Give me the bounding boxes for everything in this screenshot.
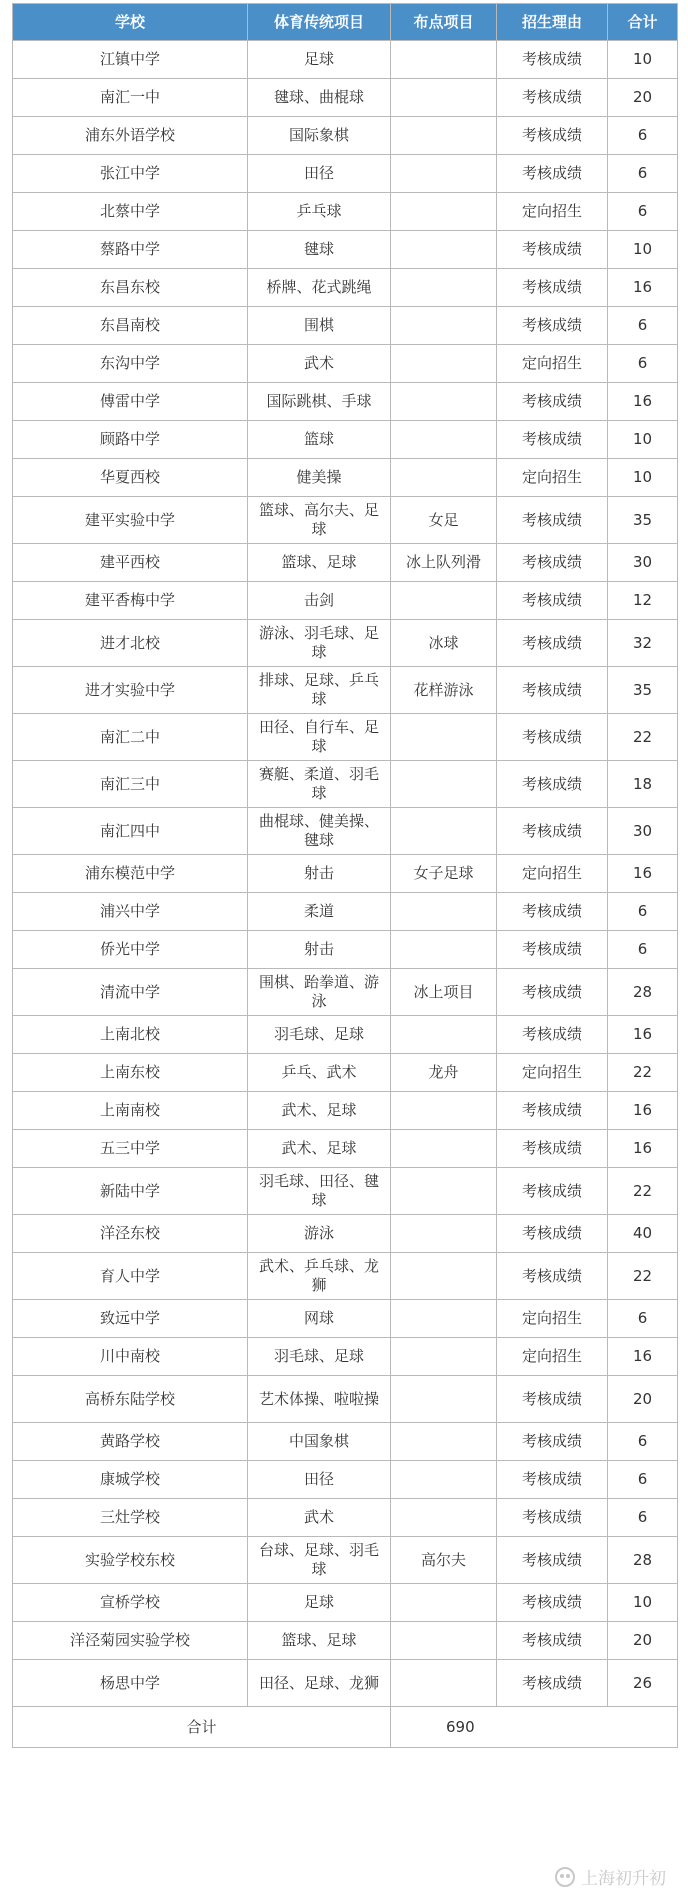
cell-site-project	[391, 1461, 497, 1499]
cell-site-project	[391, 307, 497, 345]
cell-school: 建平西校	[13, 544, 248, 582]
total-value: 690	[391, 1707, 678, 1748]
cell-traditional-sports: 武术	[248, 1499, 391, 1537]
cell-enrollment-reason: 定向招生	[497, 1054, 608, 1092]
cell-school: 江镇中学	[13, 41, 248, 79]
cell-enrollment-reason: 考核成绩	[497, 1215, 608, 1253]
cell-site-project	[391, 1092, 497, 1130]
cell-enrollment-reason: 考核成绩	[497, 1016, 608, 1054]
cell-total: 16	[608, 855, 678, 893]
cell-enrollment-reason: 定向招生	[497, 345, 608, 383]
cell-traditional-sports: 羽毛球、足球	[248, 1016, 391, 1054]
cell-enrollment-reason: 考核成绩	[497, 620, 608, 667]
cell-traditional-sports: 排球、足球、乒乓球	[248, 667, 391, 714]
cell-site-project	[391, 1300, 497, 1338]
table-row	[13, 497, 678, 544]
table-row	[13, 1054, 678, 1092]
cell-school: 浦兴中学	[13, 893, 248, 931]
cell-enrollment-reason: 定向招生	[497, 459, 608, 497]
cell-site-project	[391, 117, 497, 155]
watermark-text: 上海初升初	[581, 1869, 666, 1889]
table-row	[13, 41, 678, 79]
table-row	[13, 855, 678, 893]
cell-total: 16	[608, 1092, 678, 1130]
cell-traditional-sports: 武术、足球	[248, 1092, 391, 1130]
cell-total: 10	[608, 231, 678, 269]
cell-school: 东沟中学	[13, 345, 248, 383]
cell-traditional-sports: 曲棍球、健美操、毽球	[248, 808, 391, 855]
cell-traditional-sports: 田径	[248, 1461, 391, 1499]
cell-school: 高桥东陆学校	[13, 1376, 248, 1423]
cell-site-project	[391, 1338, 497, 1376]
cell-enrollment-reason: 定向招生	[497, 193, 608, 231]
cell-enrollment-reason: 考核成绩	[497, 667, 608, 714]
cell-school: 南汇四中	[13, 808, 248, 855]
cell-total: 22	[608, 1054, 678, 1092]
table-row	[13, 1376, 678, 1423]
table-row	[13, 1461, 678, 1499]
cell-total: 22	[608, 714, 678, 761]
cell-school: 南汇二中	[13, 714, 248, 761]
cell-enrollment-reason: 考核成绩	[497, 582, 608, 620]
cell-enrollment-reason: 考核成绩	[497, 497, 608, 544]
cell-total: 6	[608, 117, 678, 155]
table-row	[13, 1130, 678, 1168]
cell-traditional-sports: 武术	[248, 345, 391, 383]
cell-enrollment-reason: 考核成绩	[497, 893, 608, 931]
header-school: 学校	[13, 4, 248, 41]
cell-enrollment-reason: 考核成绩	[497, 969, 608, 1016]
cell-total: 26	[608, 1660, 678, 1707]
table-row	[13, 1300, 678, 1338]
cell-school: 新陆中学	[13, 1168, 248, 1215]
cell-enrollment-reason: 考核成绩	[497, 41, 608, 79]
cell-school: 建平香梅中学	[13, 582, 248, 620]
cell-enrollment-reason: 考核成绩	[497, 383, 608, 421]
cell-total: 16	[608, 269, 678, 307]
cell-site-project	[391, 714, 497, 761]
cell-total: 6	[608, 1423, 678, 1461]
cell-site-project	[391, 1584, 497, 1622]
cell-total: 6	[608, 307, 678, 345]
cell-school: 侨光中学	[13, 931, 248, 969]
cell-enrollment-reason: 定向招生	[497, 855, 608, 893]
table-row	[13, 808, 678, 855]
table-row	[13, 544, 678, 582]
cell-traditional-sports: 射击	[248, 855, 391, 893]
cell-school: 张江中学	[13, 155, 248, 193]
cell-school: 宣桥学校	[13, 1584, 248, 1622]
cell-traditional-sports: 射击	[248, 931, 391, 969]
header-total: 合计	[608, 4, 678, 41]
cell-enrollment-reason: 考核成绩	[497, 421, 608, 459]
cell-total: 6	[608, 893, 678, 931]
cell-school: 东昌东校	[13, 269, 248, 307]
cell-school: 顾路中学	[13, 421, 248, 459]
cell-enrollment-reason: 考核成绩	[497, 269, 608, 307]
cell-total: 6	[608, 1300, 678, 1338]
cell-enrollment-reason: 考核成绩	[497, 117, 608, 155]
cell-site-project	[391, 231, 497, 269]
cell-enrollment-reason: 考核成绩	[497, 931, 608, 969]
cell-site-project	[391, 421, 497, 459]
cell-site-project: 高尔夫	[391, 1537, 497, 1584]
cell-enrollment-reason: 考核成绩	[497, 1376, 608, 1423]
cell-traditional-sports: 篮球	[248, 421, 391, 459]
cell-site-project: 冰上队列滑	[391, 544, 497, 582]
cell-traditional-sports: 网球	[248, 1300, 391, 1338]
table-row	[13, 459, 678, 497]
table-row	[13, 1537, 678, 1584]
cell-traditional-sports: 篮球、高尔夫、足球	[248, 497, 391, 544]
table-row	[13, 1423, 678, 1461]
table-row	[13, 269, 678, 307]
cell-traditional-sports: 国际跳棋、手球	[248, 383, 391, 421]
table-row	[13, 714, 678, 761]
cell-total: 35	[608, 667, 678, 714]
cell-traditional-sports: 游泳	[248, 1215, 391, 1253]
cell-school: 康城学校	[13, 1461, 248, 1499]
cell-traditional-sports: 国际象棋	[248, 117, 391, 155]
table-row	[13, 1215, 678, 1253]
cell-enrollment-reason: 考核成绩	[497, 1168, 608, 1215]
cell-school: 上南东校	[13, 1054, 248, 1092]
cell-total: 20	[608, 1622, 678, 1660]
table-row	[13, 1622, 678, 1660]
cell-traditional-sports: 赛艇、柔道、羽毛球	[248, 761, 391, 808]
cell-site-project	[391, 345, 497, 383]
cell-school: 洋泾菊园实验学校	[13, 1622, 248, 1660]
cell-traditional-sports: 武术、乒乓球、龙狮	[248, 1253, 391, 1300]
table-row	[13, 620, 678, 667]
table-row	[13, 117, 678, 155]
cell-site-project	[391, 1499, 497, 1537]
cell-site-project: 龙舟	[391, 1054, 497, 1092]
cell-enrollment-reason: 考核成绩	[497, 1092, 608, 1130]
cell-total: 16	[608, 1130, 678, 1168]
cell-total: 30	[608, 808, 678, 855]
cell-traditional-sports: 田径	[248, 155, 391, 193]
table-row	[13, 1338, 678, 1376]
table-row	[13, 1660, 678, 1707]
cell-school: 进才实验中学	[13, 667, 248, 714]
table-row	[13, 421, 678, 459]
cell-site-project	[391, 459, 497, 497]
table-row	[13, 1016, 678, 1054]
table-row	[13, 1253, 678, 1300]
cell-traditional-sports: 田径、自行车、足球	[248, 714, 391, 761]
cell-enrollment-reason: 考核成绩	[497, 808, 608, 855]
cell-school: 傅雷中学	[13, 383, 248, 421]
cell-traditional-sports: 田径、足球、龙狮	[248, 1660, 391, 1707]
cell-school: 浦东模范中学	[13, 855, 248, 893]
cell-total: 10	[608, 41, 678, 79]
cell-enrollment-reason: 定向招生	[497, 1338, 608, 1376]
cell-traditional-sports: 乒乓球	[248, 193, 391, 231]
cell-total: 22	[608, 1253, 678, 1300]
cell-site-project	[391, 893, 497, 931]
enrollment-table	[12, 3, 678, 1748]
cell-enrollment-reason: 考核成绩	[497, 307, 608, 345]
cell-enrollment-reason: 考核成绩	[497, 761, 608, 808]
cell-school: 洋泾东校	[13, 1215, 248, 1253]
cell-traditional-sports: 围棋、跆拳道、游泳	[248, 969, 391, 1016]
cell-site-project	[391, 1168, 497, 1215]
cell-school: 蔡路中学	[13, 231, 248, 269]
cell-enrollment-reason: 考核成绩	[497, 544, 608, 582]
cell-site-project	[391, 383, 497, 421]
cell-site-project	[391, 1253, 497, 1300]
table-row	[13, 155, 678, 193]
table-row	[13, 1499, 678, 1537]
cell-school: 上南南校	[13, 1092, 248, 1130]
table-row	[13, 893, 678, 931]
table-row	[13, 761, 678, 808]
cell-site-project	[391, 193, 497, 231]
table-body	[13, 41, 678, 1707]
cell-traditional-sports: 毽球	[248, 231, 391, 269]
cell-site-project	[391, 1423, 497, 1461]
table-row	[13, 1092, 678, 1130]
cell-total: 6	[608, 193, 678, 231]
cell-total: 10	[608, 459, 678, 497]
table-row	[13, 931, 678, 969]
cell-site-project	[391, 808, 497, 855]
cell-school: 浦东外语学校	[13, 117, 248, 155]
cell-total: 30	[608, 544, 678, 582]
cell-traditional-sports: 桥牌、花式跳绳	[248, 269, 391, 307]
cell-school: 五三中学	[13, 1130, 248, 1168]
cell-site-project	[391, 761, 497, 808]
cell-school: 南汇三中	[13, 761, 248, 808]
table-row	[13, 667, 678, 714]
cell-enrollment-reason: 考核成绩	[497, 1660, 608, 1707]
cell-school: 黄路学校	[13, 1423, 248, 1461]
header-enrollment-reason: 招生理由	[497, 4, 608, 41]
cell-total: 20	[608, 1376, 678, 1423]
cell-total: 28	[608, 1537, 678, 1584]
cell-school: 育人中学	[13, 1253, 248, 1300]
cell-traditional-sports: 篮球、足球	[248, 1622, 391, 1660]
header-traditional-sports: 体育传统项目	[248, 4, 391, 41]
cell-site-project	[391, 41, 497, 79]
cell-traditional-sports: 艺术体操、啦啦操	[248, 1376, 391, 1423]
header-site-project: 布点项目	[391, 4, 497, 41]
cell-site-project: 女子足球	[391, 855, 497, 893]
cell-total: 6	[608, 1499, 678, 1537]
cell-traditional-sports: 毽球、曲棍球	[248, 79, 391, 117]
cell-traditional-sports: 乒乓、武术	[248, 1054, 391, 1092]
cell-enrollment-reason: 考核成绩	[497, 1499, 608, 1537]
total-label: 合计	[13, 1707, 391, 1748]
cell-traditional-sports: 武术、足球	[248, 1130, 391, 1168]
cell-total: 6	[608, 1461, 678, 1499]
cell-traditional-sports: 台球、足球、羽毛球	[248, 1537, 391, 1584]
table-row	[13, 1168, 678, 1215]
cell-traditional-sports: 足球	[248, 1584, 391, 1622]
cell-school: 华夏西校	[13, 459, 248, 497]
table-row	[13, 969, 678, 1016]
cell-site-project	[391, 269, 497, 307]
cell-school: 清流中学	[13, 969, 248, 1016]
cell-enrollment-reason: 定向招生	[497, 1300, 608, 1338]
table-row	[13, 307, 678, 345]
cell-traditional-sports: 击剑	[248, 582, 391, 620]
cell-school: 实验学校东校	[13, 1537, 248, 1584]
cell-total: 10	[608, 421, 678, 459]
cell-site-project	[391, 1130, 497, 1168]
cell-total: 18	[608, 761, 678, 808]
cell-school: 三灶学校	[13, 1499, 248, 1537]
cell-total: 28	[608, 969, 678, 1016]
cell-enrollment-reason: 考核成绩	[497, 1537, 608, 1584]
table-row	[13, 383, 678, 421]
cell-traditional-sports: 足球	[248, 41, 391, 79]
cell-school: 南汇一中	[13, 79, 248, 117]
cell-school: 建平实验中学	[13, 497, 248, 544]
cell-site-project: 女足	[391, 497, 497, 544]
table-row	[13, 1584, 678, 1622]
cell-site-project	[391, 1215, 497, 1253]
cell-enrollment-reason: 考核成绩	[497, 1130, 608, 1168]
cell-enrollment-reason: 考核成绩	[497, 1584, 608, 1622]
cell-site-project	[391, 1622, 497, 1660]
cell-school: 北蔡中学	[13, 193, 248, 231]
header-row	[13, 4, 678, 41]
cell-traditional-sports: 游泳、羽毛球、足球	[248, 620, 391, 667]
cell-traditional-sports: 羽毛球、足球	[248, 1338, 391, 1376]
cell-enrollment-reason: 考核成绩	[497, 714, 608, 761]
cell-site-project	[391, 155, 497, 193]
cell-enrollment-reason: 考核成绩	[497, 155, 608, 193]
chat-bubble-icon	[555, 1867, 575, 1887]
table-row	[13, 193, 678, 231]
cell-total: 22	[608, 1168, 678, 1215]
cell-school: 进才北校	[13, 620, 248, 667]
cell-total: 32	[608, 620, 678, 667]
cell-traditional-sports: 篮球、足球	[248, 544, 391, 582]
cell-total: 12	[608, 582, 678, 620]
cell-site-project	[391, 1376, 497, 1423]
cell-traditional-sports: 围棋	[248, 307, 391, 345]
table-row	[13, 345, 678, 383]
cell-school: 川中南校	[13, 1338, 248, 1376]
cell-site-project	[391, 931, 497, 969]
cell-total: 6	[608, 155, 678, 193]
cell-total: 6	[608, 931, 678, 969]
cell-school: 东昌南校	[13, 307, 248, 345]
cell-school: 杨思中学	[13, 1660, 248, 1707]
cell-total: 16	[608, 1016, 678, 1054]
total-row	[13, 1707, 678, 1748]
cell-enrollment-reason: 考核成绩	[497, 79, 608, 117]
cell-total: 16	[608, 1338, 678, 1376]
cell-traditional-sports: 健美操	[248, 459, 391, 497]
cell-enrollment-reason: 考核成绩	[497, 1423, 608, 1461]
table-row	[13, 231, 678, 269]
cell-traditional-sports: 柔道	[248, 893, 391, 931]
cell-enrollment-reason: 考核成绩	[497, 231, 608, 269]
cell-enrollment-reason: 考核成绩	[497, 1461, 608, 1499]
watermark	[555, 1864, 666, 1889]
cell-total: 20	[608, 79, 678, 117]
cell-site-project: 冰上项目	[391, 969, 497, 1016]
cell-site-project: 冰球	[391, 620, 497, 667]
cell-total: 16	[608, 383, 678, 421]
cell-total: 10	[608, 1584, 678, 1622]
cell-site-project	[391, 79, 497, 117]
cell-site-project	[391, 582, 497, 620]
cell-enrollment-reason: 考核成绩	[497, 1622, 608, 1660]
cell-enrollment-reason: 考核成绩	[497, 1253, 608, 1300]
cell-school: 致远中学	[13, 1300, 248, 1338]
cell-total: 6	[608, 345, 678, 383]
cell-traditional-sports: 羽毛球、田径、毽球	[248, 1168, 391, 1215]
cell-site-project: 花样游泳	[391, 667, 497, 714]
cell-site-project	[391, 1660, 497, 1707]
cell-traditional-sports: 中国象棋	[248, 1423, 391, 1461]
cell-total: 35	[608, 497, 678, 544]
table-row	[13, 582, 678, 620]
table-row	[13, 79, 678, 117]
cell-school: 上南北校	[13, 1016, 248, 1054]
cell-site-project	[391, 1016, 497, 1054]
cell-total: 40	[608, 1215, 678, 1253]
